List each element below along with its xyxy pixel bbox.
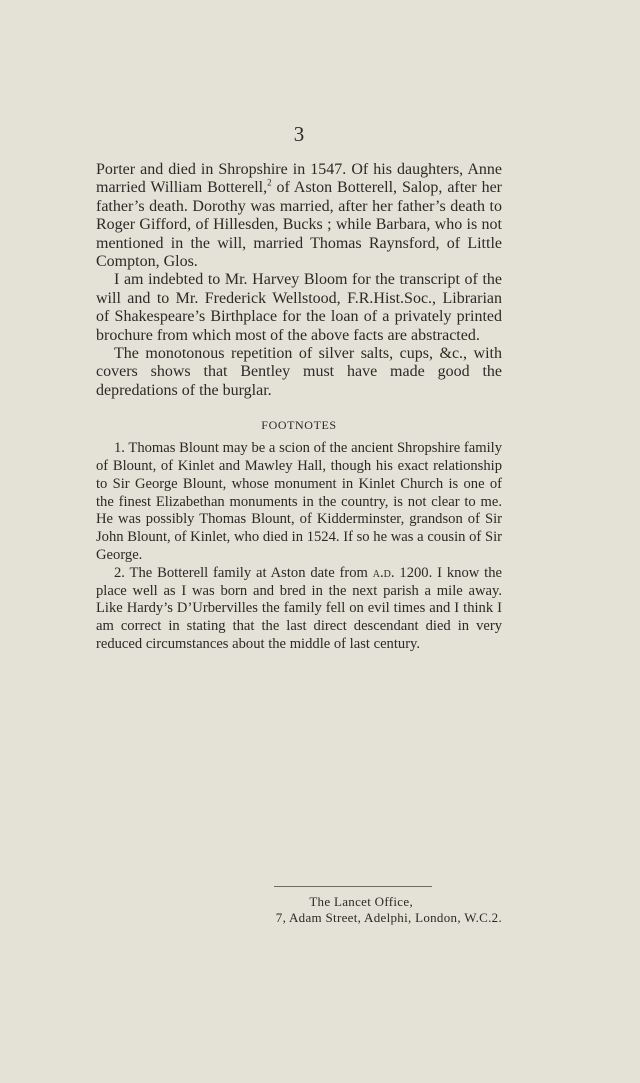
page-number: 3: [293, 122, 305, 146]
footnote-2: [96, 565, 502, 654]
imprint-office: The Lancet Office,: [309, 894, 413, 909]
footnote-1: 1. Thomas Blount may be a scion of the ancient Shropshire family of Blount, of Kinlet and Mawley Hall, though his exact relationship to Sir George Blount, whose monument in Kinlet Church is one of the finest Elizabethan monuments in the country, is not clear to me. He was possibly Thomas Blount, of Kidderminster, grandson of Sir John Blount, of Kinlet, who died in 1524. If so he was a cousin of Sir George.: [96, 440, 502, 564]
footnote-reference-2: 2: [267, 178, 272, 189]
imprint-divider: [274, 886, 432, 887]
footnotes-section: [96, 440, 502, 654]
footnote-2-text: 2. The Botterell family at Aston date from: [114, 564, 373, 581]
paragraph-silver: The monotonous repetition of silver salts, cups, &c., with covers shows that Bentley must have made good the depredations of the burglar.: [96, 345, 502, 399]
paragraph-daughters-continuation: of Aston Botterell, Salop, after her father’s death. Dorothy was married, after her father’s death to Roger Gifford, of Hillesden, Bucks ; while Barbara, who is not mentioned in the will, married Thomas Raynsford, of Little Compton, Glos.: [96, 179, 502, 271]
paragraph-acknowledgement: I am indebted to Mr. Harvey Bloom for the transcript of the will and to Mr. Frederick Wellstood, F.R.Hist.Soc., Librarian of Shakespeare’s Birthplace for the loan of a privately printed brochure from which most of the above facts are abstracted.: [96, 271, 502, 344]
footnote-2-continuation: 1200. I know the place well as I was born and bred in the next parish a mile away. Like Hardy’s D’Urbervilles the family fell on evil times and I think I am correct in stating that the last direct descendant died in very reduced circumstances about the middle of last century.: [96, 564, 502, 653]
footnote-2-era: a.d.: [372, 564, 395, 581]
printer-imprint: [202, 886, 502, 925]
imprint-address: 7, Adam Street, Adelphi, London, W.C.2.: [275, 909, 502, 925]
paragraph-daughters-text: Porter and died in Shropshire in 1547. Of his daughters, Anne married William Botterell,: [96, 161, 502, 197]
paragraph-daughters: [96, 161, 502, 271]
document-page: [96, 0, 502, 1083]
footnotes-heading: FOOTNOTES: [261, 418, 337, 433]
main-text: [96, 161, 502, 654]
